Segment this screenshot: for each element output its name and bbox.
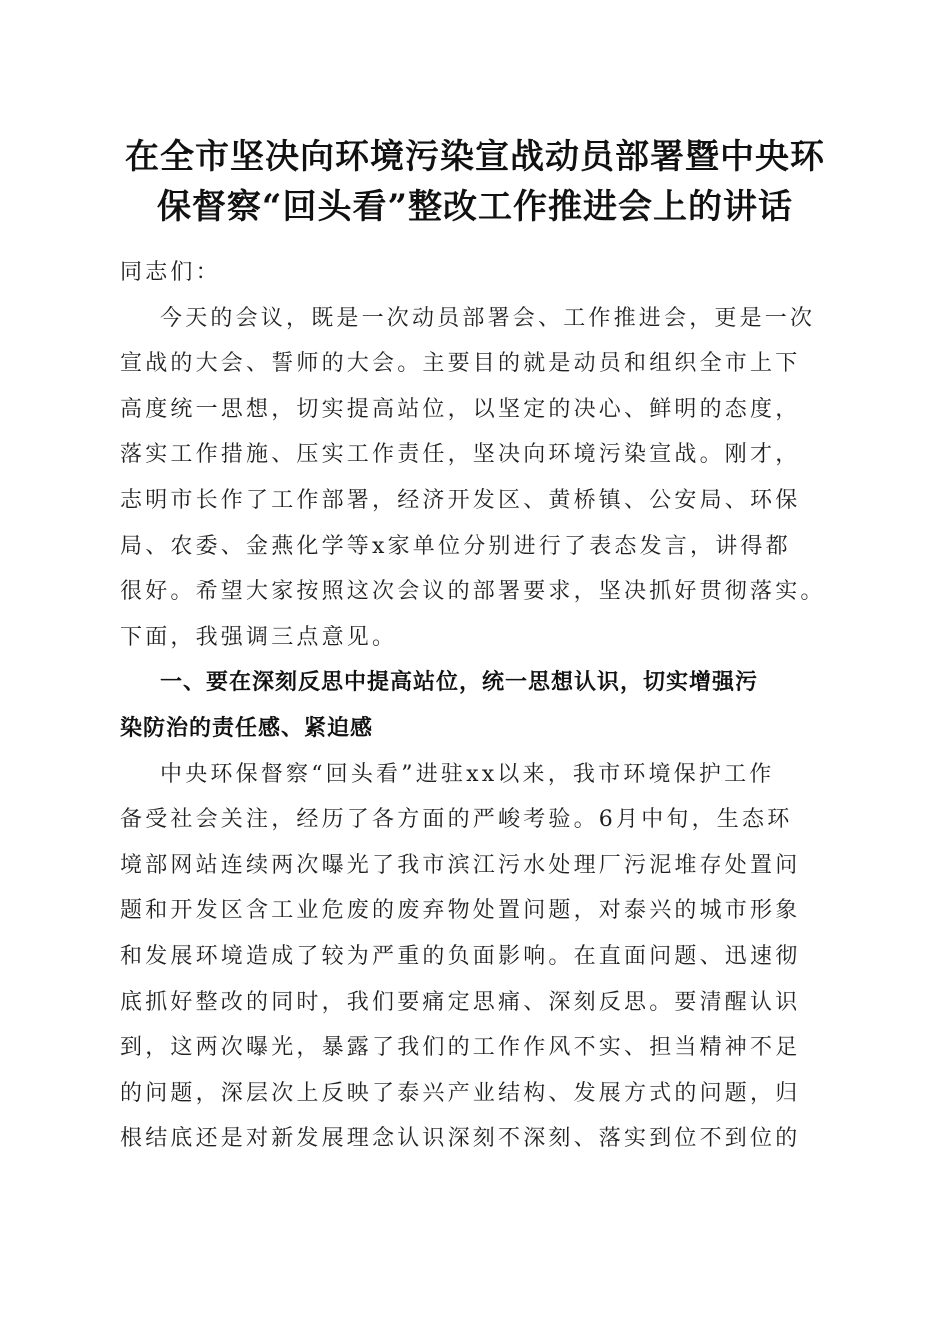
paragraph-line: 题和开发区含工业危废的废弃物处置问题，对泰兴的城市形象 (120, 898, 801, 924)
paragraph-line: 志明市长作了工作部署，经济开发区、黄桥镇、公安局、环保 (120, 487, 801, 513)
paragraph-line: 备受社会关注，经历了各方面的严峻考验。6月中旬，生态环 (120, 807, 793, 833)
paragraph-line: 高度统一思想，切实提高站位，以坚定的决心、鲜明的态度， (120, 396, 801, 422)
paragraph-line: 的问题，深层次上反映了泰兴产业结构、发展方式的问题，归 (120, 1080, 801, 1106)
paragraph-opening (120, 296, 830, 661)
title-line: 在全市坚决向环境污染宣战动员部署暨中央环 (125, 137, 825, 177)
paragraph-line: 落实工作措施、压实工作责任，坚决向环境污染宣战。刚才， (120, 442, 801, 468)
paragraph-line: 到，这两次曝光，暴露了我们的工作作风不实、担当精神不足 (120, 1035, 801, 1061)
paragraph-line: 今天的会议，既是一次动员部署会、工作推进会，更是一次 (160, 305, 816, 331)
title-line: 保督察“回头看”整改工作推进会上的讲话 (156, 187, 794, 227)
paragraph-line: 局、农委、金燕化学等x家单位分别进行了表态发言，讲得都 (120, 533, 791, 559)
section-heading-1 (120, 660, 830, 751)
heading-line: 染防治的责任感、紧迫感 (120, 715, 374, 741)
document-title (100, 132, 850, 232)
paragraph-line: 底抓好整改的同时，我们要痛定思痛、深刻反思。要清醒认识 (120, 989, 801, 1015)
speech-body (120, 250, 830, 1162)
paragraph-line: 和发展环境造成了较为严重的负面影响。在直面问题、迅速彻 (120, 943, 801, 969)
paragraph-line: 中央环保督察“回头看”进驻xx以来，我市环境保护工作 (160, 761, 775, 787)
paragraph-line: 境部网站连续两次曝光了我市滨江污水处理厂污泥堆存处置问 (120, 852, 801, 878)
paragraph-line: 很好。希望大家按照这次会议的部署要求，坚决抓好贯彻落实。 (120, 579, 826, 605)
salutation: 同志们： (120, 260, 221, 285)
paragraph-line: 宣战的大会、誓师的大会。主要目的就是动员和组织全市上下 (120, 351, 801, 377)
paragraph-section-1 (120, 752, 830, 1162)
paragraph-line: 根结底还是对新发展理念认识深刻不深刻、落实到位不到位的 (120, 1126, 801, 1152)
heading-line: 一、要在深刻反思中提高站位，统一思想认识，切实增强污 (160, 670, 759, 696)
paragraph-line: 下面，我强调三点意见。 (120, 624, 398, 650)
